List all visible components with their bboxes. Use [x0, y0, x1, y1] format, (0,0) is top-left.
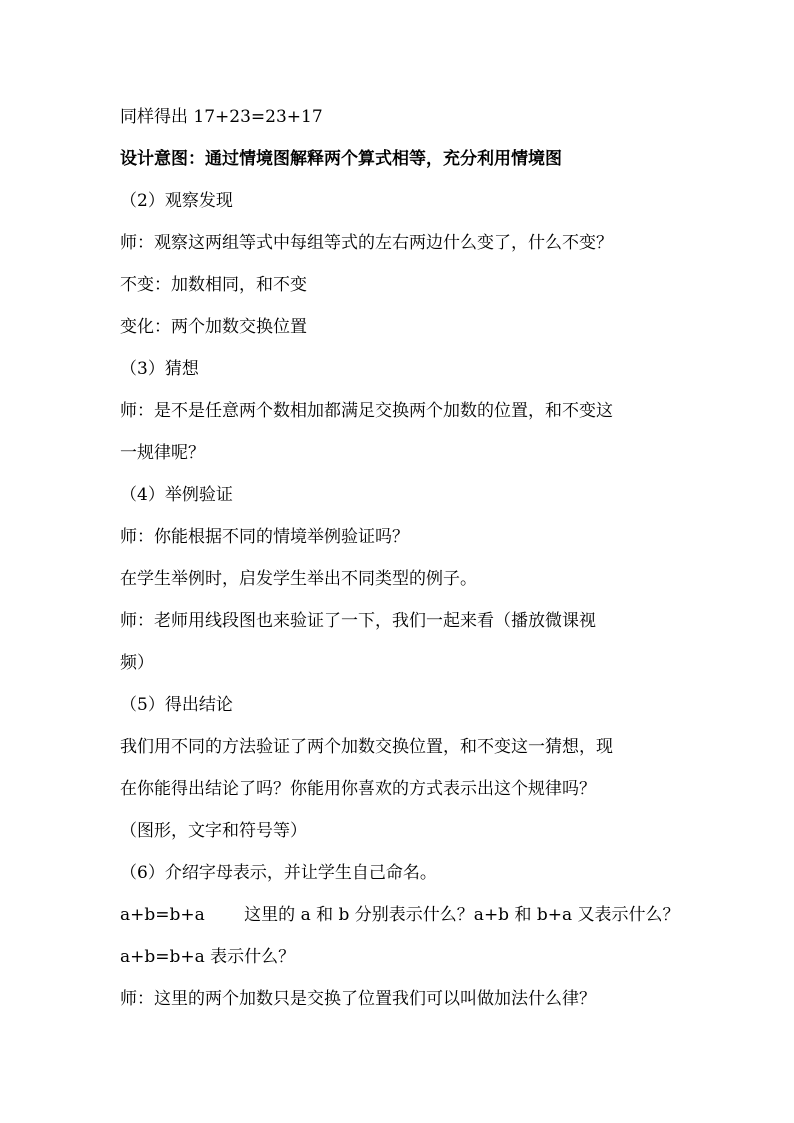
teacher-question-final: 师：这里的两个加数只是交换了位置我们可以叫做加法什么律？: [120, 989, 596, 1009]
section-heading-6: （6）介绍字母表示，并让学生自己命名。: [120, 863, 437, 883]
formula-question-2: a+b=b+a 表示什么？: [120, 947, 296, 967]
teacher-question-1: 师：观察这两组等式中每组等式的左右两边什么变了，什么不变？: [120, 233, 613, 253]
section-heading-3: （3）猜想: [120, 359, 199, 379]
student-examples-note: 在学生举例时，启发学生举出不同类型的例子。: [120, 569, 477, 589]
section-heading-2: （2）观察发现: [120, 191, 233, 211]
conclusion-line1: 我们用不同的方法验证了两个加数交换位置，和不变这一猜想，现: [120, 737, 613, 757]
formula-question-1: a+b=b+a 这里的 a 和 b 分别表示什么？a+b 和 b+a 又表示什么？: [120, 905, 680, 925]
teacher-question-3: 师：你能根据不同的情境举例验证吗？: [120, 527, 409, 547]
unchanged-note: 不变：加数相同，和不变: [120, 275, 307, 295]
document-body: [120, 104, 680, 1028]
section-heading-4: （4）举例验证: [120, 485, 233, 505]
section-heading-5: （5）得出结论: [120, 695, 233, 715]
conclusion-line2: 在你能得出结论了吗？你能用你喜欢的方式表示出这个规律吗？: [120, 779, 596, 799]
teacher-question-2-line1: 师：是不是任意两个数相加都满足交换两个加数的位置，和不变这: [120, 401, 613, 421]
changed-note: 变化：两个加数交换位置: [120, 317, 307, 337]
teacher-demo-line1: 师：老师用线段图也来验证了一下，我们一起来看（播放微课视: [120, 611, 596, 631]
conclusion-options: （图形，文字和符号等）: [120, 821, 307, 841]
design-intent: 设计意图：通过情境图解释两个算式相等，充分利用情境图: [120, 149, 562, 169]
teacher-question-2-line2: 一规律呢？: [120, 443, 205, 463]
paragraph-result: 同样得出 17+23=23+17: [120, 107, 323, 127]
teacher-demo-line2: 频）: [120, 653, 154, 673]
